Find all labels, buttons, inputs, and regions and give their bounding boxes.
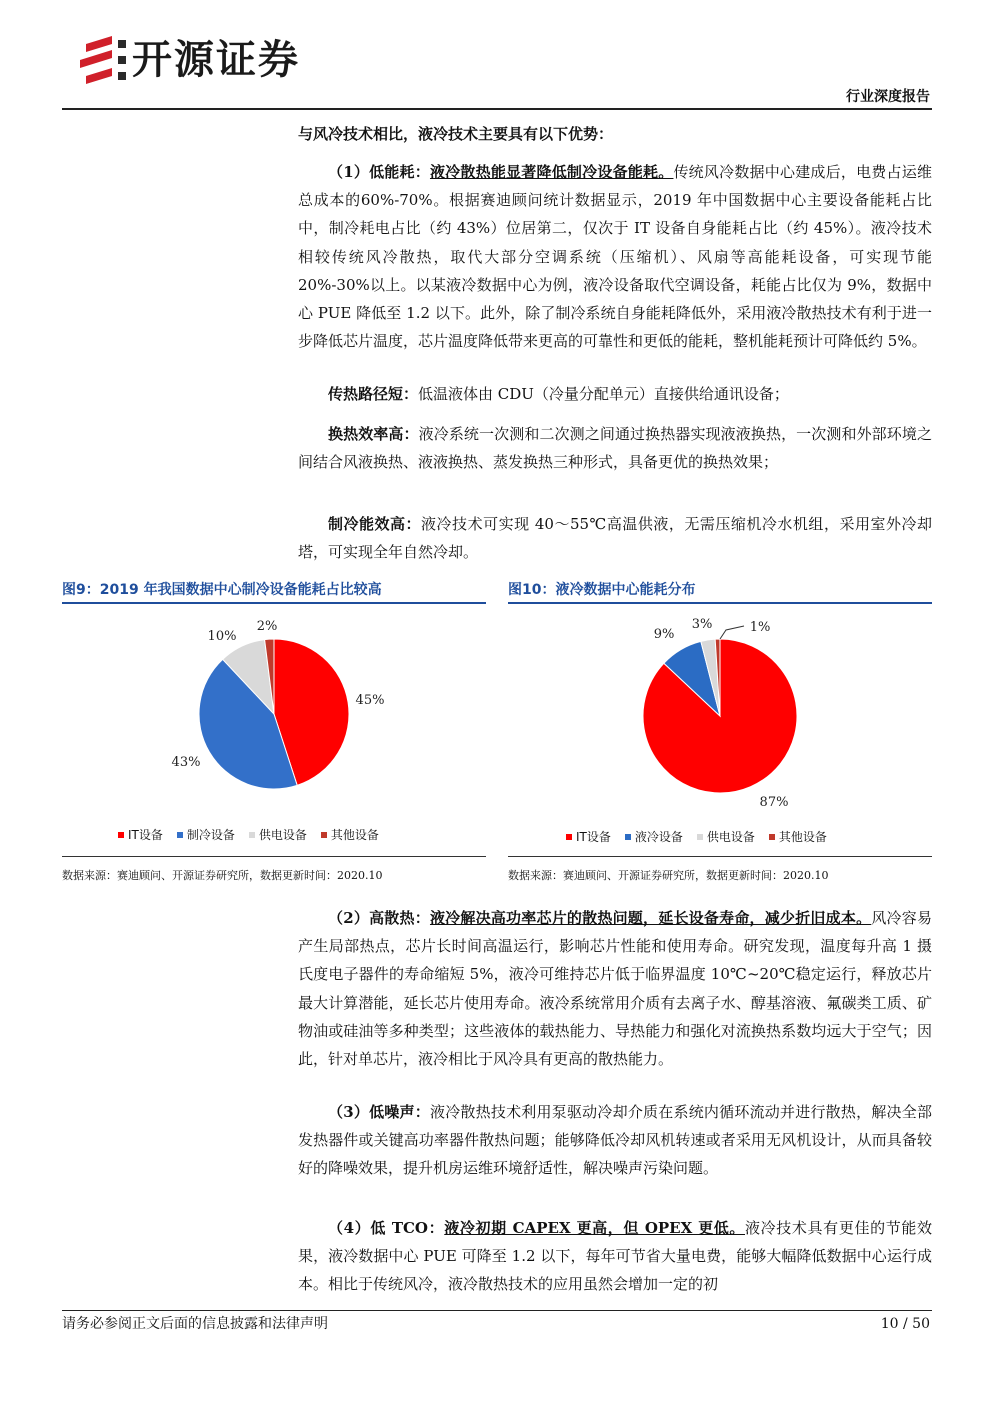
legend-item [625, 828, 683, 845]
paragraph-lead: （2）高散热： [328, 909, 430, 927]
legend-swatch [769, 834, 775, 840]
figure9-title-rule [62, 602, 486, 604]
legend-item [769, 828, 827, 845]
figure10-source: 数据来源：赛迪顾问、开源证券研究所，数据更新时间：2020.10 [508, 869, 829, 882]
legend-label: 供电设备 [706, 830, 755, 844]
paragraph-heat-exchange [298, 420, 932, 476]
legend-swatch [697, 834, 703, 840]
paragraph-low-tco [298, 1214, 932, 1299]
legend-item [249, 826, 307, 843]
legend-label: 制冷设备 [186, 828, 235, 842]
header-divider [62, 108, 932, 110]
pie-data-label: 2% [256, 619, 278, 634]
pie-data-label: 3% [691, 617, 713, 632]
legend-item [697, 828, 755, 845]
figure9-source: 数据来源：赛迪顾问、开源证券研究所，数据更新时间：2020.10 [62, 869, 383, 882]
paragraph-text: 液冷技术具有更佳的节能效果，液冷数据中心 PUE 可降至 1.2 以下，每年可节省大量电费，能够大幅降低数据中心运行成本。相比于传统风冷，液冷散热技术的应用虽然会增加一定的初 [298, 1219, 932, 1294]
paragraph-text: 液冷技术可实现 40～55℃高温供液，无需压缩机冷水机组，采用室外冷却塔，可实现全年自然冷却。 [298, 515, 932, 562]
legend-label: IT设备 [576, 830, 611, 844]
legend-swatch [118, 832, 124, 838]
legend-swatch [566, 834, 572, 840]
pie-data-label: 43% [171, 755, 201, 770]
paragraph-lead: 传热路径短： [328, 385, 419, 403]
legend-swatch [249, 832, 255, 838]
legend-item [118, 826, 163, 843]
figure9-title: 图9：2019 年我国数据中心制冷设备能耗占比较高 [62, 582, 382, 598]
pie-data-label: 87% [759, 795, 789, 810]
paragraph-lead: （3）低噪声： [328, 1103, 430, 1121]
paragraph-text: 液冷散热技术利用泵驱动冷却介质在系统内循环流动并进行散热，解决全部发热器件或关键高功率器件散热问题；能够降低冷却风机转速或者采用无风机设计，从而具备较好的降噪效果，提升机房运维环境舒适性，解决噪声污染问题。 [298, 1103, 932, 1178]
paragraph-low-energy [298, 158, 932, 355]
paragraph-lead: （4）低 TCO： [328, 1219, 445, 1237]
legend-label: IT设备 [128, 828, 163, 842]
legend-swatch [177, 832, 183, 838]
pie-leader-line [720, 626, 744, 639]
legend-label: 其他设备 [330, 828, 379, 842]
page-number: 10 / 50 [880, 1316, 930, 1332]
paragraph-text: 传统风冷数据中心建成后，电费占运维总成本的60%-70%。根据赛迪顾问统计数据显示，2019 年中国数据中心主要设备能耗占比中，制冷耗电占比（约 43%）位居第二，仅次于 IT 设备自身能耗占比（约 45%）。液冷技术相较传统风冷散热，取代大部分空调系统（压缩机）、风扇等高能耗设备，可实现节能 20%-30%以上。以某液冷数据中心为例，液冷设备取代空调设备，耗能占比仅为 9%，数据中心 PUE 降低至 1.2 以下。此外，除了制冷系统自身能耗降低外，采用液冷散热技术有利于进一步降低芯片温度，芯片温度降低带来更高的可靠性和更低的能耗，整机能耗预计可降低约 5%。 [298, 163, 932, 351]
pie-data-label: 10% [207, 629, 237, 644]
figure9-pie-chart [62, 606, 486, 820]
figure10-legend [566, 828, 827, 845]
paragraph-text: 低温液体由 CDU（冷量分配单元）直接供给通讯设备； [418, 385, 789, 403]
paragraph-text: 液冷系统一次测和二次测之间通过换热器实现液液换热，一次测和外部环境之间结合风液换热、液液换热、蒸发换热三种形式，具备更优的换热效果； [298, 425, 932, 472]
paragraph-text: 风冷容易产生局部热点，芯片长时间高温运行，影响芯片性能和使用寿命。研究发现，温度每升高 1 摄氏度电子器件的寿命缩短 5%，液冷可维持芯片低于临界温度 10℃~20℃稳定运行，释放芯片最大计算潜能，延长芯片使用寿命。液冷系统常用介质有去离子水、醇基溶液、氟碳类工质、矿物油或硅油等多种类型；这些液体的载热能力、导热能力和强化对流换热系数均远大于空气；因此，针对单芯片，液冷相比于风冷具有更高的散热能力。 [298, 909, 932, 1069]
intro-heading: 与风冷技术相比，液冷技术主要具有以下优势： [298, 125, 614, 143]
paragraph-emphasis: 液冷初期 CAPEX 更高，但 OPEX 更低。 [444, 1219, 746, 1237]
legend-label: 液冷设备 [634, 830, 683, 844]
footer-divider [62, 1310, 932, 1311]
figure10-title-rule [508, 602, 932, 604]
paragraph-short-path [298, 380, 932, 408]
figure9-legend [118, 826, 379, 843]
paragraph-cooling-efficiency [298, 510, 932, 566]
figure10-title: 图10：液冷数据中心能耗分布 [508, 582, 696, 598]
brand-name: 开源证券 [132, 37, 300, 83]
paragraph-emphasis: 液冷解决高功率芯片的散热问题，延长设备寿命，减少折旧成本。 [429, 909, 872, 927]
paragraph-high-heat-dissipation [298, 904, 932, 1073]
pie-data-label: 1% [749, 620, 771, 635]
legend-swatch [625, 834, 631, 840]
legend-item [566, 828, 611, 845]
paragraph-lead: （1）低能耗： [328, 163, 430, 181]
paragraph-low-noise [298, 1098, 932, 1183]
pie-data-label: 45% [355, 693, 385, 708]
footer-disclaimer: 请务必参阅正文后面的信息披露和法律声明 [62, 1316, 328, 1332]
paragraph-lead: 制冷能效高： [328, 515, 422, 533]
legend-item [177, 826, 235, 843]
figure10-source-rule [508, 856, 932, 857]
paragraph-lead: 换热效率高： [328, 425, 419, 443]
figure10-pie-chart [508, 606, 932, 820]
figure9-source-rule [62, 856, 486, 857]
legend-label: 其他设备 [778, 830, 827, 844]
legend-label: 供电设备 [258, 828, 307, 842]
legend-item [321, 826, 379, 843]
report-type-label: 行业深度报告 [846, 89, 930, 105]
legend-swatch [321, 832, 327, 838]
paragraph-emphasis: 液冷散热能显著降低制冷设备能耗。 [429, 163, 674, 181]
pie-data-label: 9% [653, 627, 675, 642]
